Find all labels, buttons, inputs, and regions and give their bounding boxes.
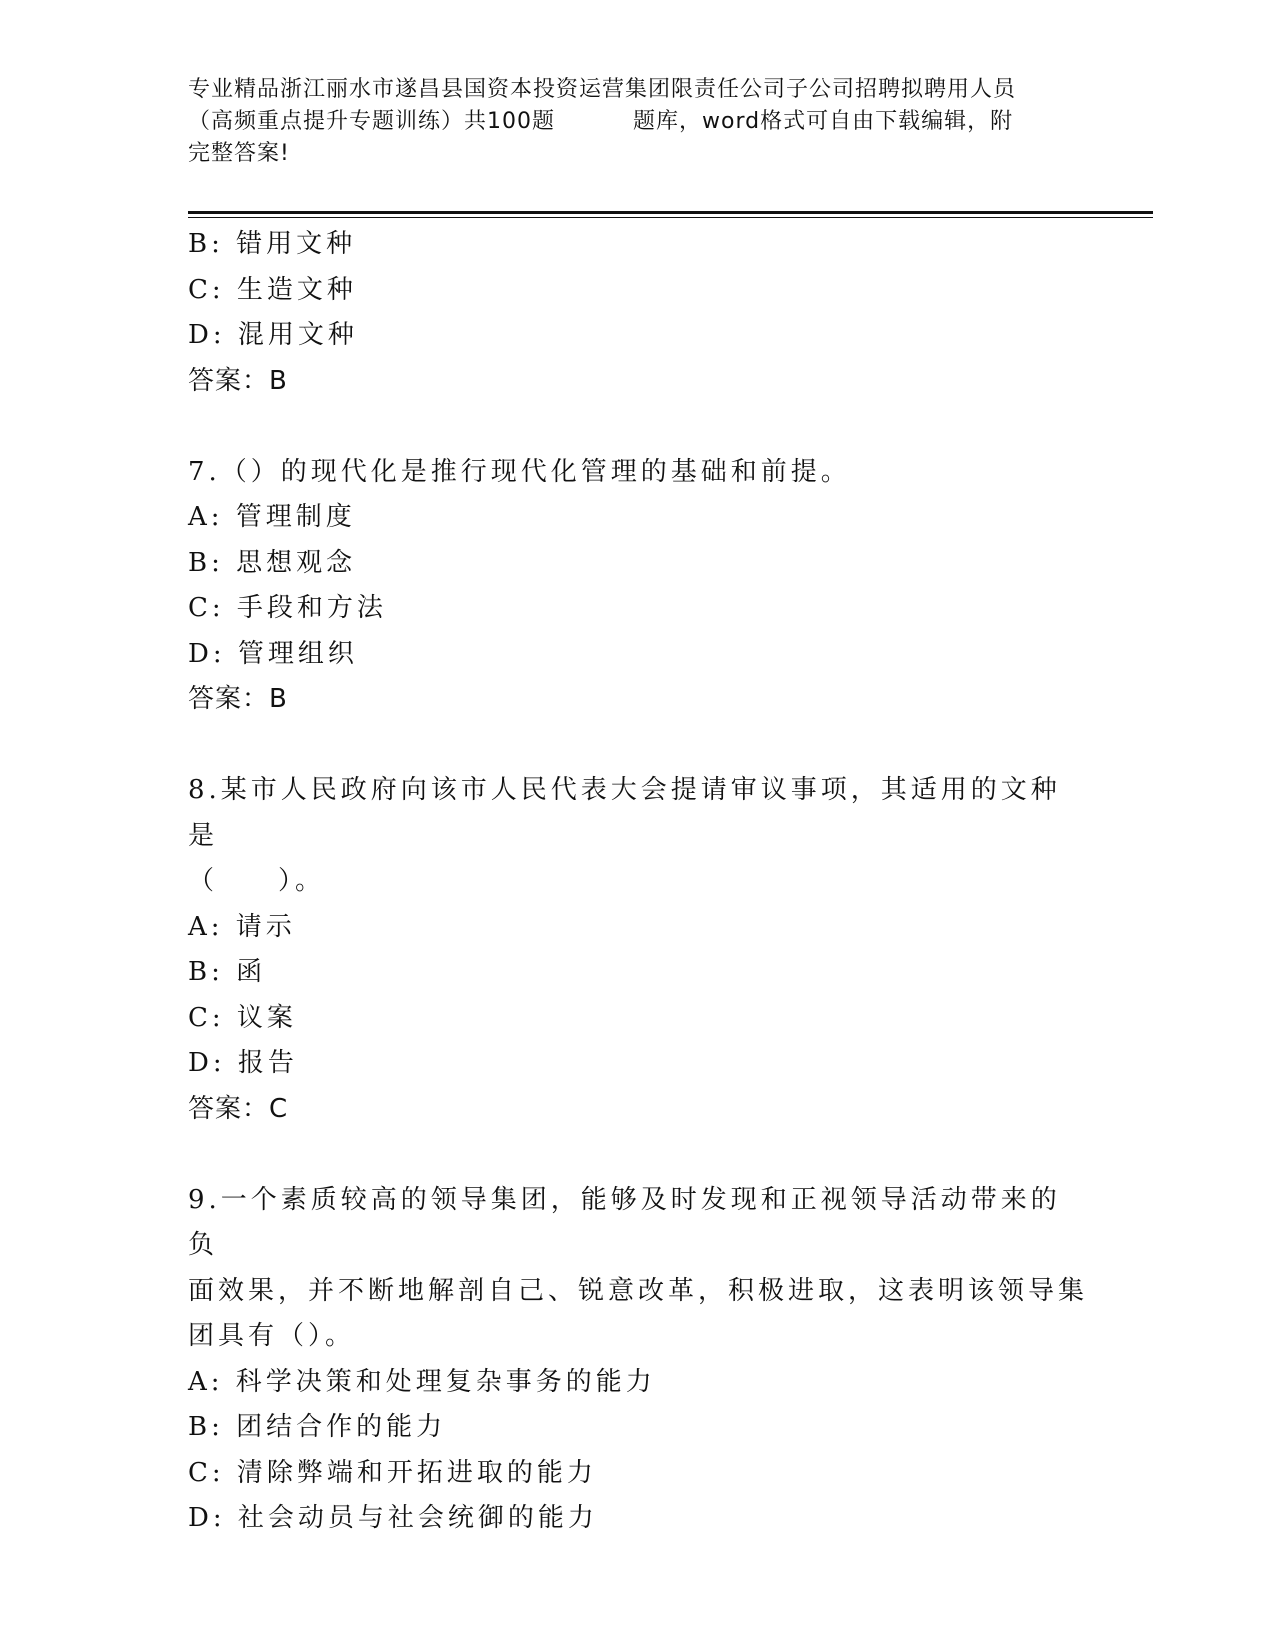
option-a: A: 管理制度: [188, 502, 356, 532]
option-d: D: 报告: [188, 1048, 298, 1078]
question-7: [188, 450, 1088, 723]
option-c: C: 手段和方法: [188, 593, 387, 623]
option-d: D: 管理组织: [188, 638, 358, 669]
answer-line: 答案：C: [188, 1093, 289, 1124]
option-d: D: 社会动员与社会统御的能力: [188, 1503, 598, 1533]
option-a: A: 科学决策和处理复杂事务的能力: [188, 1366, 656, 1397]
header-line-1: 专业精品浙江丽水市遂昌县国资本投资运营集团限责任公司子公司招聘拟聘用人员: [188, 77, 1017, 102]
answer-line: 答案：B: [188, 365, 288, 396]
header-line-2b: 题库，word格式可自由下载编辑，附: [633, 109, 1014, 134]
option-c: C: 清除弊端和开拓进取的能力: [188, 1457, 597, 1488]
question-list: [188, 222, 1088, 1542]
question-stem-line-1: 9.一个素质较高的领导集团，能够及时发现和正视领导活动带来的负: [188, 1184, 1061, 1260]
option-d: D: 混用文种: [188, 320, 358, 350]
question-stem-line-2: （ ）。: [188, 866, 326, 896]
header-line-2: [188, 106, 1088, 138]
option-b: B: 思想观念: [188, 547, 357, 578]
question-9: [188, 1178, 1088, 1542]
question-stem-line-2: 面效果，并不断地解剖自己、锐意改革，积极进取，这表明该领导集: [188, 1275, 1089, 1306]
option-a: A: 请示: [188, 911, 296, 942]
document-header: [188, 74, 1088, 170]
answer-line: 答案：B: [188, 684, 288, 714]
option-c: C: 生造文种: [188, 274, 357, 305]
header-line-3: 完整答案!: [188, 141, 290, 166]
question-8: [188, 768, 1088, 1132]
option-b: B: 团结合作的能力: [188, 1412, 447, 1442]
header-line-2a: （高频重点提升专题训练）共100题: [188, 109, 555, 134]
header-divider-thick: [188, 211, 1153, 214]
option-b: B: 错用文种: [188, 229, 357, 259]
header-divider-thin: [188, 217, 1153, 218]
option-b: B: 函: [188, 957, 267, 987]
question-stem-line-1: 8.某市人民政府向该市人民代表大会提请审议事项，其适用的文种是: [188, 775, 1061, 851]
option-c: C: 议案: [188, 1002, 297, 1033]
question-6-continued: [188, 222, 1088, 404]
question-stem-line-3: 团具有（）。: [188, 1321, 356, 1351]
question-stem: 7.（）的现代化是推行现代化管理的基础和前提。: [188, 456, 851, 487]
